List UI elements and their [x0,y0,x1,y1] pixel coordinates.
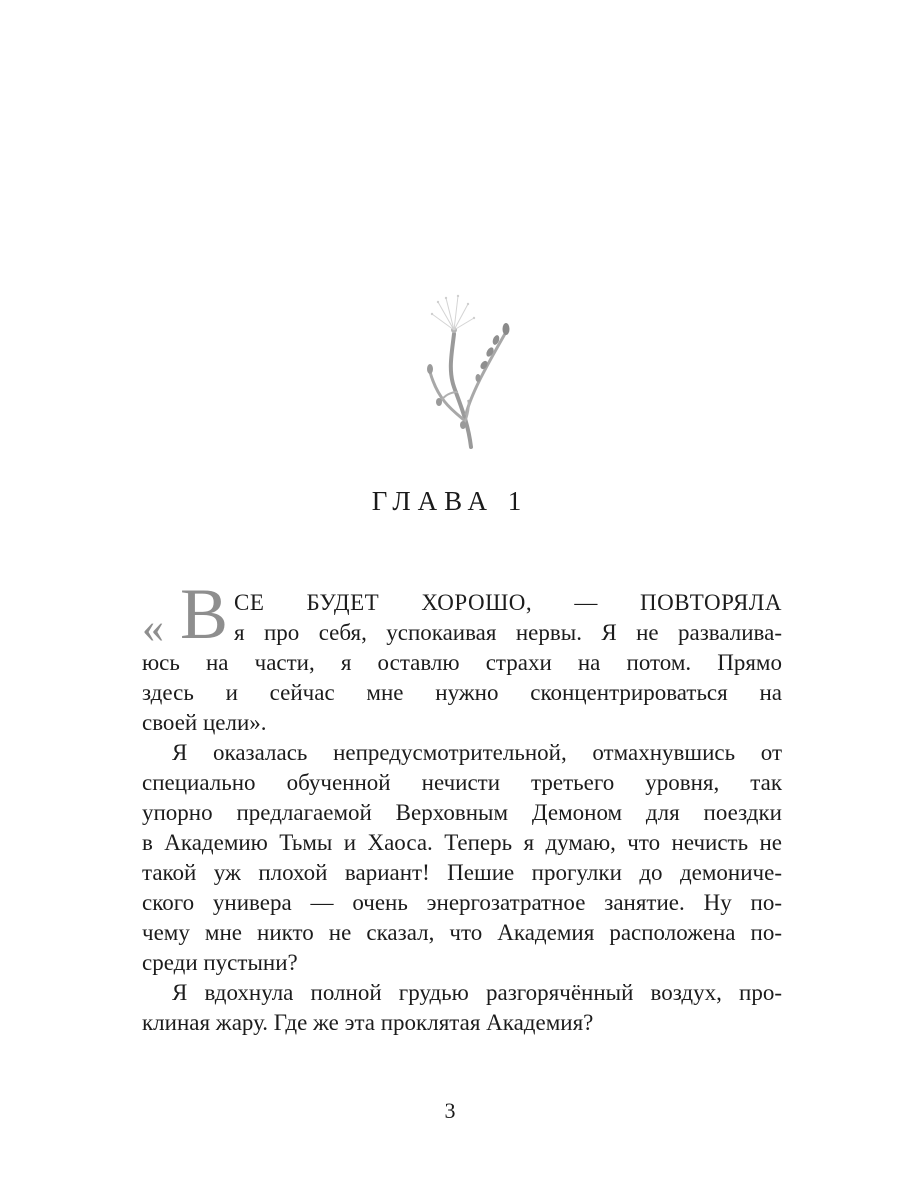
text-line: я про себя, успокаивая нервы. Я не развалива- [234,620,782,645]
text-line: среди пустыни? [142,950,298,975]
text-line: своей цели». [142,710,267,735]
drop-cap: В [180,574,229,654]
text-line: чему мне никто не сказал, что Академия расположена по- [142,920,782,945]
text-line: специально обученной нечисти третьего уровня, так [142,770,782,795]
text-line: такой уж плохой вариант! Пешие прогулки до демониче- [142,860,782,885]
flower-sprig-icon [408,292,518,452]
text-line: Я вдохнула полной грудью разгорячённый воздух, про- [172,980,782,1005]
opening-quote-mark: « [142,603,164,652]
text-line: Я оказалась непредусмотрительной, отмахнувшись от [172,740,782,765]
text-line: клиная жару. Где же эта проклятая Академия? [142,1010,594,1035]
text-line: юсь на части, я оставлю страхи на потом. Прямо [142,650,782,675]
chapter-title: ГЛАВА 1 [371,486,529,516]
text-line: здесь и сейчас мне нужно сконцентрироваться на [142,680,782,705]
text-line: ского универа — очень энергозатратное занятие. Ну по- [142,890,782,915]
text-line: упорно предлагаемой Верховным Демоном для поездки [142,800,782,825]
body-text [142,574,782,1038]
page-number: 3 [444,1098,456,1123]
text-line: в Академию Тьмы и Хаоса. Теперь я думаю, что нечисть не [142,830,782,855]
text-line: СЕ БУДЕТ ХОРОШО, — ПОВТОРЯЛА [234,590,782,615]
